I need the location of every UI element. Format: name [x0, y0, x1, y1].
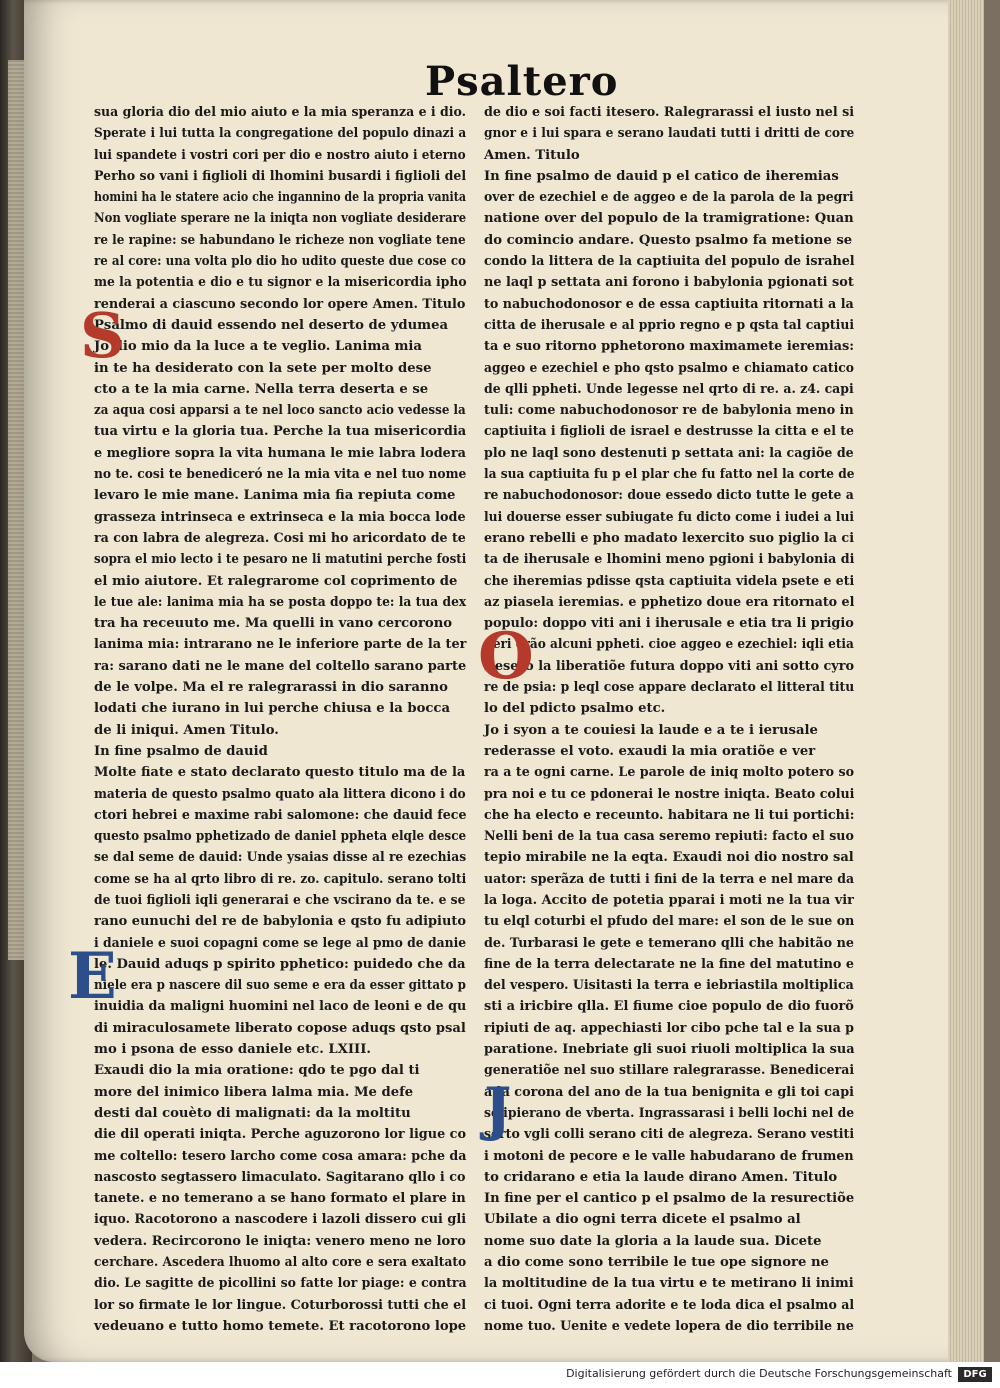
right-column-line: uator: sperãza de tutti i fini de la terra e nel mare da	[484, 871, 855, 887]
left-column-line: tanete. e no temerano a se hano formato el plare in	[94, 1191, 466, 1207]
left-column-line: iquo. Racotorono a nascodere i lazoli dissero cui gli	[94, 1212, 467, 1228]
left-column-line: cerchare. Ascedera lhuomo al alto core e sera exaltato	[94, 1255, 467, 1271]
left-column-line: in te ha desiderato con la sete per molto dese	[94, 360, 432, 376]
initial-s-red: S	[80, 299, 125, 372]
right-column-line: nome tuo. Uenite e vedete lopera de dio terribile ne	[484, 1318, 854, 1334]
right-column-line: Nelli beni de la tua casa seremo repiuti: facto el suo	[484, 829, 854, 845]
left-column-line: more del inimico libera lalma mia. Me defe	[94, 1084, 414, 1100]
right-text-column	[484, 102, 854, 1337]
left-column-line: vedera. Recircorono le iniqta: venero meno ne loro	[94, 1233, 466, 1249]
right-column-line: i motoni de pecore e le valle habudarano de frumen	[484, 1148, 854, 1164]
right-column-line: az piasela ieremias. e pphetizo doue era ritornato el	[484, 594, 855, 610]
left-column-line: Jo dio mio da la luce a te veglio. Lanima mia	[94, 339, 422, 355]
right-column-line: citta de iherusale e al pprio regno e p qsta tal captiui	[484, 317, 855, 333]
left-column-line: Non vogliate sperare ne la iniqta non vogliate desiderare	[94, 211, 467, 227]
left-column-line: In fine psalmo de dauid	[94, 743, 268, 759]
left-column-line: materia de questo psalmo quato ala littera dicono i do	[94, 786, 466, 802]
left-column-line: lui spandete i vostri cori per dio e nostro aiuto i eterno	[94, 147, 466, 163]
left-column-line: homini ha le statere acio che ingannino de la propria vanita	[94, 190, 466, 206]
right-column-line: erano rebelli e pho madato lexercito suo piglio la ci	[484, 530, 855, 546]
right-column-line: Amen. Titulo	[484, 147, 580, 163]
left-column-line: lodati che iurano in lui perche chiusa e la bocca	[94, 701, 450, 717]
left-column-line: le. Dauid aduqs p spirito pphetico: puidedo che da	[94, 956, 466, 972]
initial-j-blue: J	[484, 1075, 512, 1143]
right-column-line: pra noi e tu ce pdonerai le nostre iniqta. Beato colui	[484, 786, 855, 802]
right-column-line: populo: doppo viti ani i iherusale e etia tra li prigio	[484, 616, 854, 632]
left-column-line: i daniele e suoi copagni come se lege al pmo de danie	[94, 935, 467, 951]
left-column-line: me la potentia e dio e tu signor e la misericordia ipho	[94, 275, 467, 291]
right-column-line: over de ezechiel e de aggeo e de la parola de la pegri	[484, 190, 854, 206]
right-column-line: a la corona del ano de la tua benignita e gli toi capi	[484, 1084, 855, 1100]
left-column-line: lor so firmate le lor lingue. Coturborossi tutti che el	[94, 1297, 467, 1313]
left-column-line: tra ha receuuto me. Ma quelli in vano cercorono	[94, 616, 453, 632]
right-column-line: neri erão alcuni ppheti. cioe aggeo e ezechiel: iqli etia	[484, 637, 854, 653]
left-column-line: ra con labra de alegreza. Cosi mi ho aricordato de te	[94, 530, 466, 546]
right-column-line: condo la littera de la captiuita del populo de israhel	[484, 254, 855, 270]
left-column-line: ctori hebrei e maxime rabi salomone: che dauid fece	[94, 807, 467, 823]
right-column-line: sti a iricbire qlla. El fiume cioe populo de dio fuorõ	[484, 999, 854, 1015]
right-column-line: tuli: come nabuchodonosor re de babylonia meno in	[484, 403, 854, 419]
left-column-line: levaro le mie mane. Lanima mia fia repiuta come	[94, 488, 456, 504]
right-column-line: re nabuchodonosor: doue essedo dicto tutte le gete a	[484, 488, 854, 504]
left-column-line: rano eunuchi del re de babylonia e qsto fu adipiuto	[94, 914, 466, 930]
left-column-line: tua virtu e la gloria tua. Perche la tua misericordia	[94, 424, 467, 440]
right-column-line: ci tuoi. Ogni terra adorite e te loda dica el psalmo al	[484, 1297, 855, 1313]
initial-o-red: O	[478, 619, 534, 694]
right-column-line: nome suo date la gloria a la laude sua. Dicete	[484, 1233, 822, 1249]
left-column-line: dio. Le sagitte de picollini so fatte lor piage: e contra	[94, 1276, 467, 1292]
right-column-line: serto vgli colli serano citi de alegreza. Serano vestiti	[484, 1127, 855, 1143]
right-column-line: In fine psalmo de dauid p el catico de iheremias	[484, 168, 839, 184]
right-column-line: ta e suo ritorno pphetorono maximamete ieremias:	[484, 339, 855, 355]
page-fore-edge	[948, 0, 984, 1362]
left-column-line: de le volpe. Ma el re ralegrarassi in dio saranno	[94, 680, 448, 696]
left-text-column	[94, 102, 466, 1337]
left-column-line: come se ha al qrto libro di re. zo. capitulo. serano tolti	[94, 871, 467, 887]
dfg-logo: DFG	[958, 1367, 992, 1382]
left-column-line: Exaudi dio la mia oratione: qdo te pgo dal ti	[94, 1063, 420, 1079]
right-column-line: re de psia: p leql cose appare declarato el litteral titu	[484, 680, 855, 696]
right-column-line: generatiõe nel suo stillare ralegrarasse. Benedicerai	[484, 1063, 855, 1079]
right-column-line: ne laql p settata ani forono i babylonia pgionati sot	[484, 275, 854, 291]
right-column-line: de. Turbarasi le gete e temerano qlli che habitão ne	[484, 935, 854, 951]
left-column-line: questo psalmo pphetizado de daniel ppheta elqle desce	[94, 829, 467, 845]
left-column-line: de tuoi figlioli iqli generarai e che vscirano da te. e se	[94, 892, 466, 908]
right-column-line: la sua captiuita fu p el plar che fu fatto nel la corte de	[484, 467, 855, 483]
left-column-line: Psalmo di dauid essendo nel deserto de ydumea	[94, 317, 449, 333]
left-column-line: Sperate i lui tutta la congregatione del populo dinazi a	[94, 126, 467, 142]
right-column-line: tu elql coturbi el pfudo del mare: el son de le sue on	[484, 914, 855, 930]
left-column-line: renderai a ciascuno secondo lor opere Amen. Titulo	[94, 296, 466, 312]
right-column-line: gnor e i lui spara e serano laudati tutti i dritti de core	[484, 126, 855, 142]
right-column-line: to cridarano e etia la laude dirano Amen. Titulo	[484, 1169, 838, 1185]
right-column-line: che iheremias pdisse qsta captiuita videla psete e eti	[484, 573, 855, 589]
left-column-line: inuidia da maligni huomini nel laco de leoni e de qu	[94, 999, 467, 1015]
right-column-line: tepio mirabile ne la eqta. Exaudi noi dio nostro sal	[484, 850, 854, 866]
right-column-line: se ipierano de vberta. Ingrassarasi i belli lochi nel de	[484, 1105, 855, 1121]
right-column-line: del vespero. Uisitasti la terra e iebriastila moltiplica	[484, 978, 854, 994]
right-column-line: do comincio andare. Questo psalmo fa metione se	[484, 232, 853, 248]
right-column-line: de dio e soi facti itesero. Ralegrarassi el iusto nel si	[484, 105, 855, 120]
left-column-line: se dal seme de dauid: Unde ysaias disse al re ezechias	[94, 850, 467, 866]
left-column-line: nascosto segtassero limaculato. Sagitarano qllo i co	[94, 1169, 466, 1185]
left-column-line: de li iniqui. Amen Titulo.	[94, 722, 279, 738]
left-column-line: za aqua cosi apparsi a te nel loco sancto acio vedesse la	[94, 403, 466, 419]
right-column-line: lui douerse esser subiugate fu dicto come i iudei a lui	[484, 509, 855, 525]
left-column-line: re al core: una volta plo dio ho udito queste due cose co	[94, 254, 466, 270]
left-column-line: di miraculosamete liberato copose aduqs qsto psal	[94, 1020, 466, 1036]
left-column-line: mo i psona de esso daniele etc. LXIII.	[94, 1042, 371, 1058]
running-title: Psaltero	[425, 58, 619, 105]
right-column-line: paratione. Inebriate gli suoi riuoli moltiplica la sua	[484, 1042, 855, 1058]
right-column-line: rederasse el voto. exaudi la mia oratiõe e ver	[484, 743, 816, 759]
left-column-line: ra: sarano dati ne le mane del coltello sarano parte	[94, 658, 467, 674]
right-column-line: a dio come sono terribile le tue ope signore ne	[484, 1255, 829, 1271]
right-column-line: Ubilate a dio ogni terra dicete el psalmo al	[484, 1212, 801, 1228]
right-column-line: Jo i syon a te couiesi la laude e a te i ierusale	[484, 722, 818, 738]
left-column-line: el mio aiutore. Et ralegrarome col coprimento de	[94, 573, 458, 589]
right-column-line: ra a te ogni carne. Le parole de iniq molto potero so	[484, 765, 855, 781]
right-column-line: de qlli ppheti. Unde legesse nel qrto di re. a. z4. capi	[484, 381, 854, 397]
left-column-line: le tue ale: lanima mia ha se posta doppo te: la tua dex	[94, 594, 467, 610]
right-column-line: aggeo e ezechiel e pho qsto psalmo e chiamato catico	[484, 360, 854, 376]
left-column-line: me coltello: tesero larcho come cosa amara: pche da	[94, 1148, 467, 1164]
left-column-line: cto a te la mia carne. Nella terra deserta e se	[94, 381, 429, 397]
left-column-line: sopra el mio lecto i te pesaro ne li matutini perche fosti	[94, 552, 467, 568]
left-column-line: re le rapine: se habundano le richeze non vogliate tene	[94, 232, 466, 248]
left-column-line: sua gloria dio del mio aiuto e la mia speranza e i dio.	[94, 105, 467, 120]
right-column-line: la moltitudine de la tua virtu e te metirano li inimi	[484, 1276, 854, 1292]
right-column-line: che ha electo e receunto. habitara ne li tui portichi:	[484, 807, 855, 823]
right-column-line: In fine per el cantico p el psalmo de la resurectiõe	[484, 1191, 855, 1207]
left-column-line: e megliore sopra la vita humana le mie labra lodera	[94, 445, 466, 461]
right-column-line: captiuita i figlioli de israel e destrusse la citta e el te	[484, 424, 855, 440]
right-column-line: fine de la terra delectarate ne la fine del matutino e	[484, 956, 854, 972]
left-column-line: Molte fiate e stato declarato questo titulo ma de la	[94, 765, 466, 781]
right-column-line: natione over del populo de la tramigratione: Quan	[484, 211, 854, 227]
right-column-line: to nabuchodonosor e de essa captiuita ritornati a la	[484, 296, 854, 312]
initial-e-blue: E	[68, 939, 117, 1014]
right-column-line: ripiuti de aq. appechiasti lor cibo pche tal e la sua p	[484, 1020, 855, 1036]
left-column-line: Perho so vani i figlioli di lhomini busardi i figlioli del	[94, 168, 467, 184]
right-column-line: ta de iherusale e lhomini meno pgioni i babylonia di	[484, 552, 855, 568]
digitization-footer	[0, 1362, 1000, 1388]
footer-credit: Digitalisierung gefördert durch die Deutsche Forschungsgemeinschaft	[566, 1367, 952, 1380]
left-column-line: vedeuano e tutto homo temete. Et racotorono lope	[94, 1318, 467, 1334]
left-column-line: niele era p nascere dil suo seme e era da esser gittato p	[94, 978, 466, 994]
right-column-line: plo ne laql sono destenuti p settata ani: la cagiõe de	[484, 445, 854, 461]
right-column-line: lo del pdicto psalmo etc.	[484, 701, 666, 717]
right-column-line: la loga. Accito de potetia pparai i moti ne la tua vir	[484, 892, 854, 908]
left-column-line: lanima mia: intrarano ne le inferiore parte de la ter	[94, 637, 467, 653]
left-column-line: grasseza intrinseca e extrinseca e la mia bocca lode	[94, 509, 466, 525]
right-column-line: itesero la liberatiõe futura doppo viti ani sotto cyro	[484, 658, 855, 674]
left-column-line: no te. cosi te benediceró ne la mia vita e nel tuo nome	[94, 467, 467, 483]
left-column-line: die dil operati iniqta. Perche aguzorono lor ligue co	[94, 1127, 467, 1143]
left-column-line: desti dal couèto di malignati: da la moltitu	[94, 1105, 411, 1121]
